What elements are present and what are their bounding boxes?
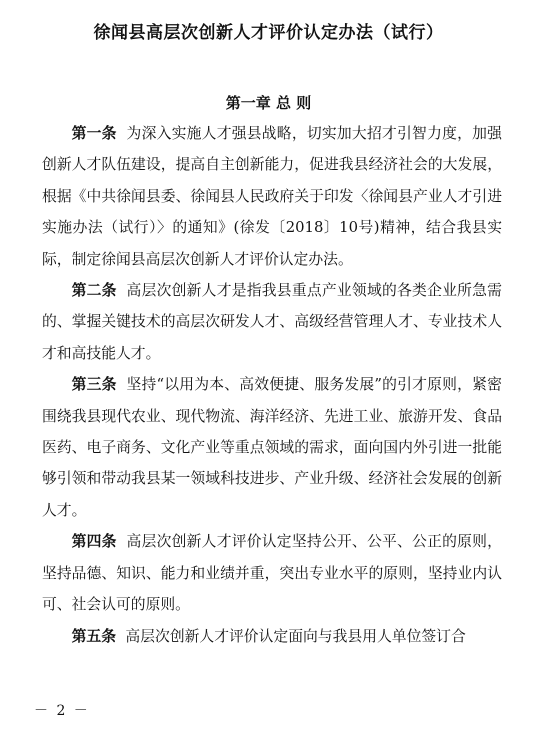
- article-text: 为深入实施人才强县战略，切实加大招才引智力度，加强创新人才队伍建设，提高自主创新能力，促进我县经济社会的大发展，根据《中共徐闻县委、徐闻县人民政府关于印发〈徐闻县产业人才引进实施办法（试行）〉的通知》(徐发〔2018〕10号)精神，结合我县实际，制定徐闻县高层次创新人才评价认定办法。: [42, 125, 502, 268]
- document-body: [42, 118, 502, 652]
- article-5: [42, 621, 502, 652]
- article-3: [42, 369, 502, 526]
- page-number: － 2 －: [34, 703, 90, 719]
- article-text: 坚持“以用为本、高效便捷、服务发展”的引才原则，紧密围绕我县现代农业、现代物流、海洋经济、先进工业、旅游开发、食品医药、电子商务、文化产业等重点领域的需求，面向国内外引进一批能够引领和带动我县某一领域科技进步、产业升级、经济社会发展的创新人才。: [42, 376, 502, 519]
- article-label: 第一条: [71, 125, 117, 142]
- document-title: 徐闻县高层次创新人才评价认定办法（试行）: [93, 23, 444, 43]
- article-text: 高层次创新人才是指我县重点产业领域的各类企业所急需的、掌握关键技术的高层次研发人才、高级经营管理人才、专业技术人才和高技能人才。: [42, 282, 502, 362]
- article-label: 第四条: [71, 533, 117, 551]
- article-4: [42, 526, 502, 620]
- article-label: 第三条: [71, 376, 117, 394]
- chapter-number: 第一章: [225, 94, 271, 112]
- chapter-heading: [0, 92, 537, 113]
- article-text: 高层次创新人才评价认定面向与我县用人单位签订合: [125, 627, 466, 645]
- article-1: [42, 118, 502, 275]
- article-label: 第二条: [71, 282, 117, 300]
- article-label: 第五条: [71, 627, 116, 645]
- article-2: [42, 275, 502, 369]
- chapter-name: 总 则: [276, 94, 312, 112]
- article-text: 高层次创新人才评价认定坚持公开、公平、公正的原则，坚持品德、知识、能力和业绩并重，突出专业水平的原则，坚持业内认可、社会认可的原则。: [42, 533, 502, 614]
